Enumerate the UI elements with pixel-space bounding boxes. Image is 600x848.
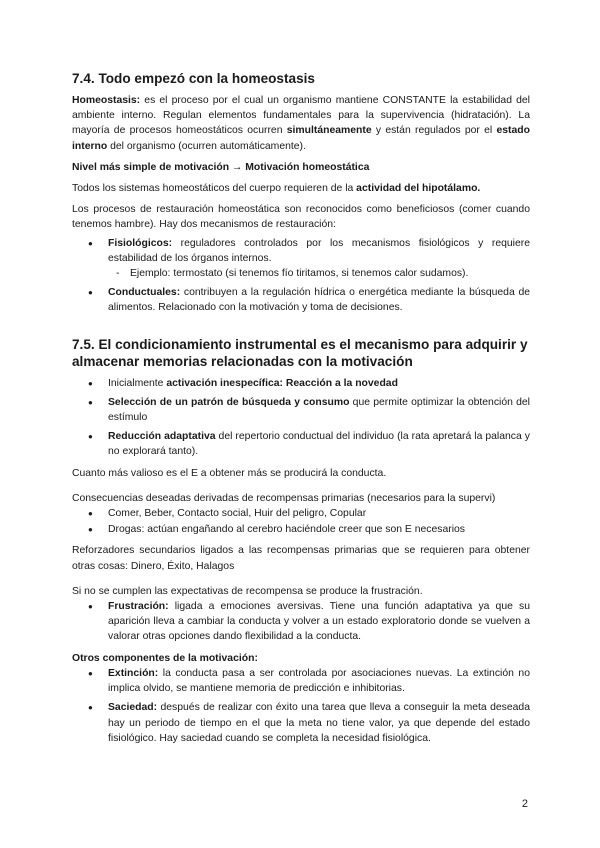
hypothalamus-text: Todos los sistemas homeostáticos del cuerpo requieren de la	[72, 183, 357, 195]
motivation-subheading	[72, 160, 530, 175]
simultaneously-term: simultáneamente	[286, 125, 372, 137]
list-item-activation	[72, 376, 530, 391]
frustration-list	[72, 599, 530, 645]
reduction-text: del repertorio conductual del individuo (la rata apretará la palanca y no explorará tanto).	[108, 431, 530, 458]
other-components-heading	[72, 651, 530, 666]
list-item-frustration	[72, 599, 530, 645]
hypothalamus-paragraph	[72, 181, 530, 196]
extinction-text: la conducta pasa a ser controlada por asociaciones nuevas. La extinción no implica olvido, se mantiene memoria de predicción e inhibitorias.	[108, 667, 530, 695]
document-page	[72, 70, 530, 752]
activation-term: activación inespecífica: Reacción a la novedad	[166, 377, 398, 389]
frustration-text: ligada a emociones aversivas. Tiene una función adaptativa ya que su aparición lleva a cambiar la conducta y volver a un estado exploratorio donde se vuelven a valorar otras opciones dando flexibilidad a la conducta.	[108, 601, 530, 643]
conditioning-list	[72, 376, 530, 460]
value-paragraph: Cuanto más valioso es el E a obtener más se producirá la conducta.	[72, 467, 387, 479]
other-components-list	[72, 666, 530, 746]
list-item-satiety	[72, 700, 530, 746]
frustration-paragraph: Si no se cumplen las expectativas de recompensa se produce la frustración.	[72, 585, 423, 597]
activation-text: Inicialmente	[108, 377, 167, 389]
homeostasis-text-2: y están regulados por el	[371, 125, 497, 137]
list-item-selection	[72, 395, 530, 425]
behavioral-text: contribuyen a la regulación hídrica o energética mediante la búsqueda de alimentos. Relacionado con la motivación y toma de decisiones.	[108, 287, 530, 314]
behavioral-term: Conductuales:	[108, 287, 181, 299]
section-title-homeostasis: 7.4. Todo empezó con la homeostasis	[72, 71, 315, 86]
selection-text: que permite optimizar la obtención del estímulo	[108, 396, 530, 424]
reduction-term: Reducción adaptativa	[108, 431, 216, 443]
consequences-paragraph: Consecuencias deseadas derivadas de recompensas primarias (necesarios para la supervi)	[72, 492, 496, 504]
homeostasis-term: Homeostasis:	[72, 95, 141, 106]
homeostasis-text: es el proceso por el cual un organismo mantiene CONSTANTE la estabilidad del ambiente interno. Regulan elementos fundamentales para la supervivencia (hidratación). La mayoría de procesos homeostáticos ocurren	[72, 95, 530, 137]
subheading-text: Nivel más simple de motivación → Motivación homeostática	[72, 161, 370, 173]
frustration-term: Frustración:	[108, 601, 169, 613]
homeostasis-paragraph	[72, 93, 530, 154]
homeostasis-text-3: del organismo (ocurren automáticamente).	[107, 140, 306, 152]
consequences-list	[72, 506, 530, 537]
physiological-text: reguladores controlados por los mecanismos fisiológicos y requiere estabilidad de los órganos internos.	[108, 237, 530, 264]
list-item-example: - Ejemplo: termostato (si tenemos fío tiritamos, si tenemos calor sudamos).	[72, 266, 530, 281]
reinforcers-paragraph: Reforzadores secundarios ligados a las recompensas primarias que se requieren para obtener otras cosas: Dinero, Éxito, Halagos	[72, 545, 530, 572]
physiological-sublist	[72, 266, 530, 281]
page-number: 2	[521, 798, 528, 810]
hypothalamus-term: actividad del hipotálamo.	[356, 183, 481, 195]
list-item-extinction	[72, 666, 530, 696]
extinction-term: Extinción:	[108, 667, 159, 679]
physiological-term: Fisiológicos:	[108, 237, 173, 249]
other-components-text: Otros componentes de la motivación:	[72, 652, 258, 664]
selection-term: Selección de un patrón de búsqueda y consumo	[108, 396, 350, 408]
satiety-term: Saciedad:	[108, 702, 158, 714]
section-title-conditioning: 7.5. El condicionamiento instrumental es el mecanismo para adquirir y almacenar memorias relacionadas con la motivación	[72, 336, 528, 369]
list-item-reduction	[72, 429, 530, 459]
satiety-text: después de realizar con éxito una tarea que lleva a conseguir la meta deseada hay un periodo de tiempo en el que la meta no tiene valor, ya que depende del estado fisiológico. Hay saciedad cuando se completa la necesidad fisiológica.	[108, 702, 530, 744]
list-item-consequence-1: ● Comer, Beber, Contacto social, Huir del peligro, Copular	[72, 506, 530, 521]
list-item-physiological	[72, 236, 530, 282]
list-item-consequence-2: ● Drogas: actúan engañando al cerebro haciéndole creer que son E necesarios	[72, 522, 530, 537]
restoration-list	[72, 236, 530, 316]
restoration-paragraph: Los procesos de restauración homeostática son reconocidos como beneficiosos (comer cuando tenemos hambre). Hay dos mecanismos de restauración:	[72, 204, 530, 231]
list-item-behavioral	[72, 285, 530, 315]
internal-state-term: estado interno	[72, 125, 530, 152]
